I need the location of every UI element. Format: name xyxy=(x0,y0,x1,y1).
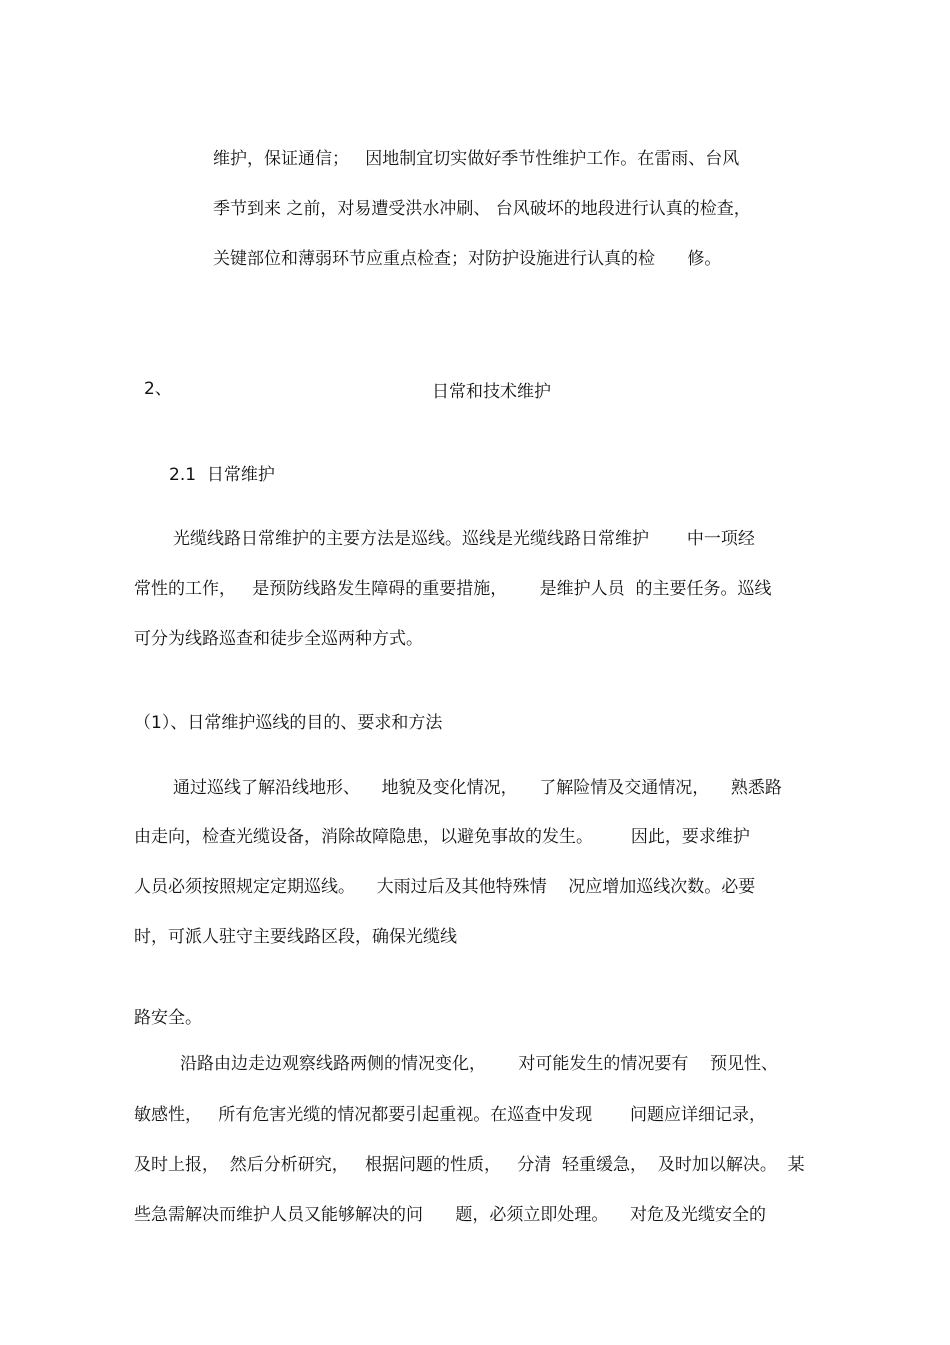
subsection-1-title: （1）、日常维护巡线的目的、要求和方法 xyxy=(134,713,443,733)
intro-line-1: 维护，保证通信； 因地制宜切实做好季节性维护工作。在雷雨、台风 xyxy=(213,149,740,169)
intro-line-3: 关键部位和薄弱环节应重点检查；对防护设施进行认真的检 修。 xyxy=(213,249,722,269)
purpose-line-4: 时，可派人驻守主要线路区段，确保光缆线 xyxy=(134,927,457,947)
observe-line-4: 些急需解决而维护人员又能够解决的问 题，必须立即处理。 对危及光缆安全的 xyxy=(134,1205,767,1225)
purpose-line-2: 由走向，检查光缆设备，消除故障隐患，以避免事故的发生。 因此，要求维护 xyxy=(134,827,750,847)
observe-line-2: 敏感性， 所有危害光缆的情况都要引起重视。在巡查中发现 问题应详细记录， xyxy=(134,1105,767,1125)
intro-line-2: 季节到来 之前，对易遭受洪水冲刷、 台风破坏的地段进行认真的检查， xyxy=(213,199,751,219)
observe-line-1: 沿路由边走边观察线路两侧的情况变化， 对可能发生的情况要有 预见性、 xyxy=(180,1054,779,1074)
purpose-line-1: 通过巡线了解沿线地形、 地貌及变化情况， 了解险情及交通情况， 熟悉路 xyxy=(173,778,782,798)
safety-line: 路安全。 xyxy=(134,1008,202,1028)
patrol-line-2: 常性的工作， 是预防线路发生障碍的重要措施， 是维护人员 的主要任务。巡线 xyxy=(134,579,772,599)
section-title: 日常和技术维护 xyxy=(432,382,551,402)
subsection-2-1-title: 2.1 日常维护 xyxy=(169,465,275,485)
observe-line-3: 及时上报， 然后分析研究， 根据问题的性质， 分清 轻重缓急， 及时加以解决。 某 xyxy=(134,1155,805,1175)
purpose-line-3: 人员必须按照规定定期巡线。 大雨过后及其他特殊情 况应增加巡线次数。必要 xyxy=(134,877,756,897)
patrol-line-3: 可分为线路巡查和徒步全巡两种方式。 xyxy=(134,629,423,649)
section-number: 2、 xyxy=(144,379,172,399)
patrol-line-1: 光缆线路日常维护的主要方法是巡线。巡线是光缆线路日常维护 中一项经 xyxy=(173,529,755,549)
